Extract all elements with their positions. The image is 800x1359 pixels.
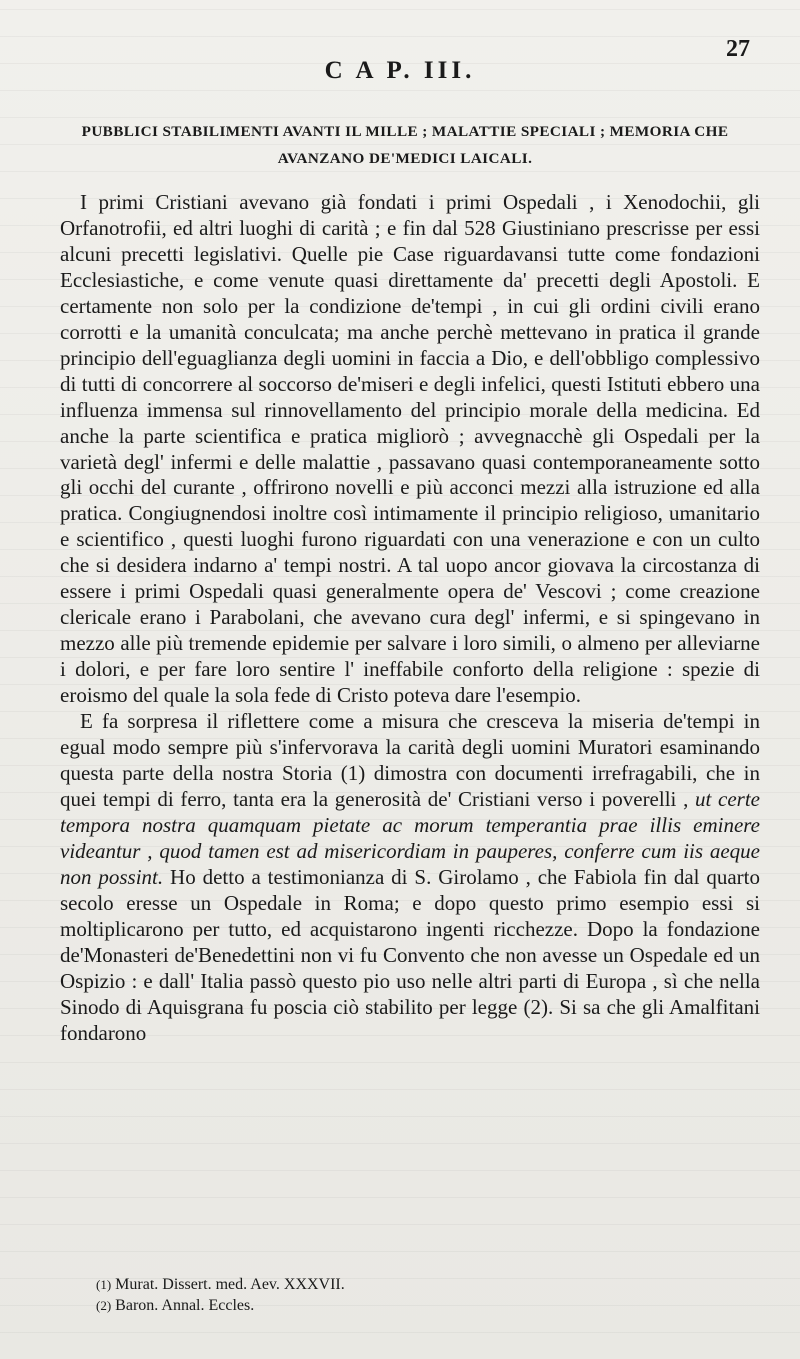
footnote-text: Murat. Dissert. med. Aev. XXXVII. [115, 1276, 345, 1293]
paragraph-1: I primi Cristiani avevano già fondati i primi Ospedali , i Xenodochii, gli Orfanotrofii, ed altri luoghi di carità ; e fin dal 528 Giustiniano prescrisse per essi alcuni precetti legislativi. Quelle pie Case riguardavansi tutte come fondazioni Ecclesiastiche, e come venute quasi direttamente da' precetti degli Apostoli. E certamente non solo per la condizione de'tempi , in cui gli ordini civili erano corrotti e la umanità conculcata; ma anche perchè mettevano in pratica il grande principio dell'eguaglianza degli uomini in faccia a Dio, e dell'obbligo complessivo di tutti di concorrere al soccorso de'miseri e degli infelici, questi Istituti ebbero una influenza immensa sul rinnovellamento del principio morale della medicina. Ed anche la parte scientifica e pratica migliorò ; avvegnacchè gli Ospedali per la varietà degl' infermi e delle malattie , passavano quasi contemporaneamente sotto gli occhi del curante , offrirono novelli e più acconci mezzi alla istruzione ed alla pratica. Congiugnendosi inoltre così intimamente il principio religioso, umanitario e scientifico , questi luoghi furono riguardati con una venerazione e con un culto che si desidera indarno a' tempi nostri. A tal uopo ancor giovava la circostanza di essere i primi Ospedali quasi generalmente opera de' Vescovi ; come creazione clericale erano i Parabolani, che avevano cura degl' infermi, e si spingevano in mezzo alle più tremende epidemie per salvare i loro simili, o almeno per alleviarne i dolori, e per fare loro sentire l' ineffabile conforto della religione : spezie di eroismo del quale la sola fede di Cristo poteva dare l'esempio. [60, 190, 760, 708]
paragraph-2 [60, 709, 760, 1046]
footnote-text: Baron. Annal. Eccles. [115, 1297, 255, 1314]
paragraph-2-text-b: Ho detto a testimonianza di S. Girolamo , che Fabiola fin dal quarto secolo eresse un Ospedale in Roma; e dopo questo primo esempio essi si moltiplicarono per tutto, ed acquistarono ingenti ricchezze. Dopo la fondazione de'Monasteri de'Benedettini non vi fu Convento che non avesse un Ospedale ed un Ospizio : e dall' Italia passò questo pio uso nelle altri parti di Europa , sì che nella Sinodo di Aquisgrana fu poscia ciò stabilito per legge (2). Si sa che gli Amalfitani fondarono [60, 864, 761, 1045]
chapter-subtitle: PUBBLICI STABILIMENTI AVANTI IL MILLE ; MALATTIE SPECIALI ; MEMORIA CHE AVANZANO DE'MEDICI LAICALI. [81, 123, 729, 167]
footnote-mark: (2) [96, 1298, 112, 1313]
paragraph-2-text-a: E fa sorpresa il riflettere come a misura che cresceva la miseria de'tempi in egual modo sempre più s'infervorava la carità degli uomini Muratori esaminando questa parte della nostra Storia (1) dimostra con documenti irrefragabili, che in quei tempi di ferro, tanta era la generosità de' Cristiani verso i poverelli , [60, 709, 760, 811]
footnote-1 [96, 1274, 756, 1295]
footnotes [96, 1274, 756, 1316]
footnote-mark: (1) [96, 1277, 112, 1292]
latin-quotation: ut certe tempora nostra quamquam pietate ac morum temperantia prae illis eminere videantur , quod tamen est ad misericordiam in pauperes, conferre cum iis aeque non possint. [60, 786, 761, 889]
chapter-title: C A P. III. [324, 57, 476, 84]
body-text [60, 190, 760, 1046]
footnote-2 [96, 1295, 756, 1316]
page-number: 27 [726, 36, 750, 62]
